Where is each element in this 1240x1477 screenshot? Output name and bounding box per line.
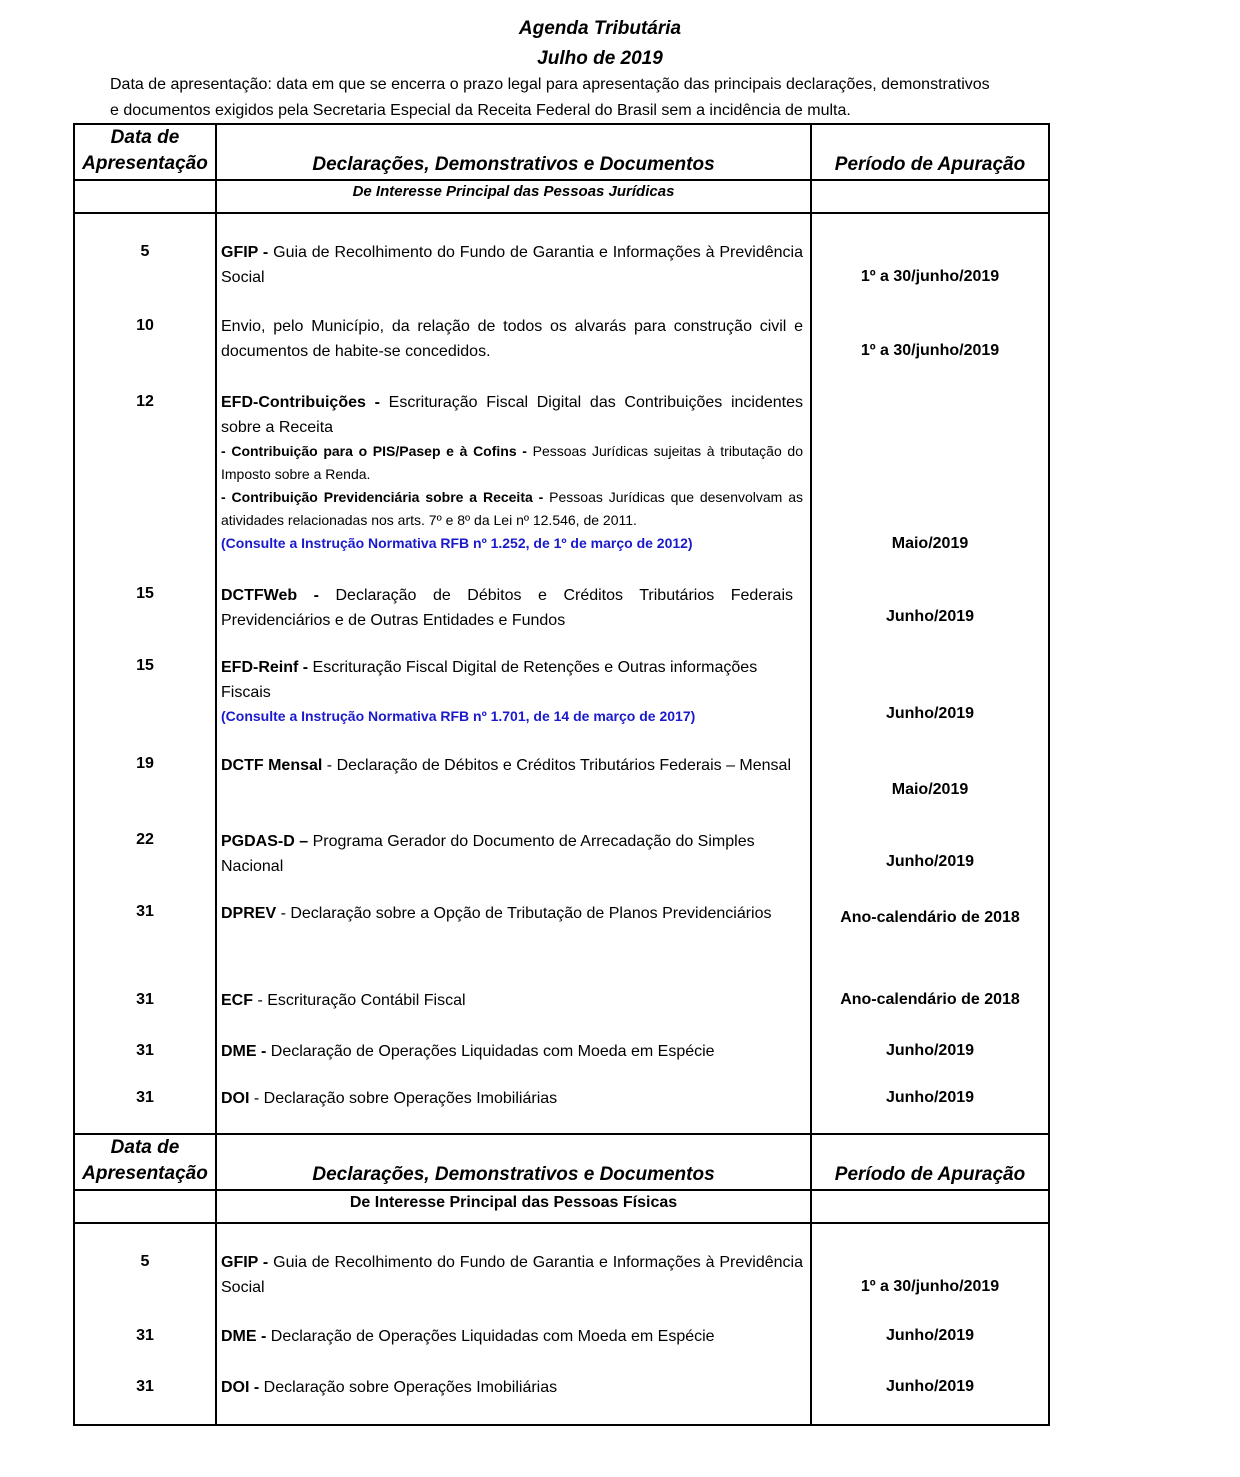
pj-row-3-main [221,390,803,440]
pf-row-1-desc [221,1250,803,1300]
column-header-date-line2: Apresentação [82,153,208,174]
pj-row-8-period: Ano-calendário de 2018 [840,909,1020,926]
pf-row-1-text: Guia de Recolhimento do Fundo de Garantia e Informações à Previdência Social [221,1254,803,1296]
pj-row-7-code: PGDAS-D – [221,833,309,850]
intro-line-2: e documentos exigidos pela Secretaria Especial da Receita Federal do Brasil sem a incidência de multa. [110,102,851,119]
pj-row-10-code: DME - [221,1043,267,1060]
pj-row-6-code: DCTF Mensal [221,757,323,774]
pj-row-3-sub1-text: Pessoas Jurídicas sujeitas à tributação do Imposto sobre a Renda. [221,443,803,482]
pj-row-1-text: Guia de Recolhimento do Fundo de Garantia e Informações à Previdência Social [221,244,803,286]
pj-row-5-date: 15 [136,657,154,674]
intro-line-1: Data de apresentação: data em que se encerra o prazo legal para apresentação das principais declarações, demonstrativos [110,76,990,93]
table-bottom-border [73,1424,1050,1426]
column-header-docs: Declarações, Demonstrativos e Documentos [312,154,715,175]
pj-row-3-sub2 [221,486,803,532]
pj-row-10-desc [221,1039,803,1064]
pf-row-1-period: 1º a 30/junho/2019 [860,1278,1000,1295]
pj-row-3-sub2-text: Pessoas Jurídicas que desenvolvam as atividades relacionadas nos arts. 7º e 8º da Lei nº 12.546, de 2011. [221,489,803,528]
pj-row-2-date: 10 [136,317,154,334]
pj-row-3-date: 12 [136,393,154,410]
page-subtitle: Julho de 2019 [537,48,663,69]
pj-row-5-code: EFD-Reinf - [221,659,309,676]
pj-row-9-period: Ano-calendário de 2018 [840,991,1020,1008]
pj-row-10-text: Declaração de Operações Liquidadas com Moeda em Espécie [266,1043,715,1060]
pj-row-4-code: DCTFWeb - [221,587,319,604]
pj-row-6-desc [221,753,793,778]
pf-row-2-text: Declaração de Operações Liquidadas com Moeda em Espécie [266,1328,715,1345]
pf-header-divider [73,1189,1050,1191]
pj-row-11-code: DOI [221,1090,250,1107]
column-header-date-line1: Data de [110,127,180,148]
pj-row-7-text: Programa Gerador do Documento de Arrecadação do Simples Nacional [221,833,755,875]
intro-text [110,72,1090,124]
pj-row-11-date: 31 [136,1089,154,1106]
pj-row-1-period: 1º a 30/junho/2019 [860,268,1000,285]
pf-row-3-period: Junho/2019 [885,1378,975,1395]
pj-row-8-text: - Declaração sobre a Opção de Tributação de Planos Previdenciários [276,905,772,922]
pf-column-header-docs: Declarações, Demonstrativos e Documentos [312,1164,715,1185]
pj-row-2-desc [221,314,803,364]
pj-row-3-sub2-code: - Contribuição Previdenciária sobre a Receita - [221,489,544,505]
pj-row-3-period: Maio/2019 [891,535,969,552]
pj-row-3-code: EFD-Contribuições - [221,394,380,411]
pj-section-divider [73,212,1050,214]
pj-row-9-text: - Escrituração Contábil Fiscal [253,992,466,1009]
pj-row-10-date: 31 [136,1042,154,1059]
pj-header-divider [73,179,1050,181]
pf-row-1-code: GFIP - [221,1254,269,1271]
pf-row-3-date: 31 [136,1378,154,1395]
pj-row-6-period: Maio/2019 [891,781,969,798]
pf-row-2-date: 31 [136,1327,154,1344]
pj-row-1-date: 5 [140,243,150,260]
pj-row-9-date: 31 [136,991,154,1008]
pj-row-3-sub1-code: - Contribuição para o PIS/Pasep e à Cofins - [221,443,527,459]
pj-row-6-date: 19 [136,755,154,772]
pj-section-title: De Interesse Principal das Pessoas Jurídicas [352,183,675,200]
pf-row-2-period: Junho/2019 [885,1327,975,1344]
pj-row-1-desc [221,240,803,290]
pj-row-2-period: 1º a 30/junho/2019 [860,342,1000,359]
pj-row-5-note: (Consulte a Instrução Normativa RFB nº 1.701, de 14 de março de 2017) [221,708,696,724]
pj-row-3-sub1 [221,440,803,486]
pj-row-2-text: Envio, pelo Município, da relação de todos os alvarás para construção civil e documentos de habite-se concedidos. [221,318,803,360]
pf-section-divider [73,1222,1050,1224]
pj-row-7-desc [221,829,793,879]
pj-row-8-date: 31 [136,903,154,920]
pj-row-6-text: - Declaração de Débitos e Créditos Tributários Federais – Mensal [322,757,791,774]
pj-row-5-period: Junho/2019 [885,705,975,722]
pj-row-8-desc [221,901,793,926]
pj-row-11-period: Junho/2019 [885,1089,975,1106]
pj-row-8-code: DPREV [221,905,277,922]
pf-row-3-desc [221,1375,803,1400]
pj-row-3-desc [221,390,803,555]
pj-row-3-text: Escrituração Fiscal Digital das Contribuições incidentes sobre a Receita [221,394,803,436]
pf-column-header-date-line1: Data de [110,1137,180,1158]
page-title: Agenda Tributária [518,18,682,39]
pf-column-header-date [75,1135,215,1187]
pj-row-5-main [221,655,793,705]
pj-row-7-date: 22 [136,831,154,848]
pj-row-4-date: 15 [136,585,154,602]
pj-row-4-text: Declaração de Débitos e Créditos Tributários Federais Previdenciários e de Outras Entidades e Fundos [221,587,793,629]
column-header-period: Período de Apuração [834,154,1026,175]
column-header-date [75,125,215,177]
pj-row-5-desc [221,655,793,728]
column-divider-2 [810,123,812,1426]
pf-row-3-code: DOI - [221,1379,260,1396]
table-right-border [1048,123,1050,1426]
pj-row-7-period: Junho/2019 [885,853,975,870]
pf-header-top-border [73,1133,1050,1135]
pf-row-2-code: DME - [221,1328,267,1345]
pj-row-10-period: Junho/2019 [885,1042,975,1059]
pf-row-1-date: 5 [140,1253,150,1270]
pf-column-header-date-line2: Apresentação [82,1163,208,1184]
pf-row-3-text: Declaração sobre Operações Imobiliárias [259,1379,558,1396]
column-divider-1 [215,123,217,1426]
pf-column-header-period: Período de Apuração [834,1164,1026,1185]
pj-row-11-text: - Declaração sobre Operações Imobiliárias [249,1090,558,1107]
table-top-border [73,123,1050,125]
pj-row-9-code: ECF [221,992,253,1009]
pf-row-2-desc [221,1324,803,1349]
pf-section-title: De Interesse Principal das Pessoas Físicas [349,1194,678,1211]
pj-row-4-desc [221,583,793,633]
pj-row-11-desc [221,1086,803,1111]
pj-row-4-period: Junho/2019 [885,608,975,625]
pj-row-9-desc [221,988,803,1013]
pj-row-5-text: Escrituração Fiscal Digital de Retenções e Outras informações Fiscais [221,659,758,701]
pj-row-3-note: (Consulte a Instrução Normativa RFB nº 1.252, de 1º de março de 2012) [221,535,693,551]
pj-row-1-code: GFIP - [221,244,269,261]
